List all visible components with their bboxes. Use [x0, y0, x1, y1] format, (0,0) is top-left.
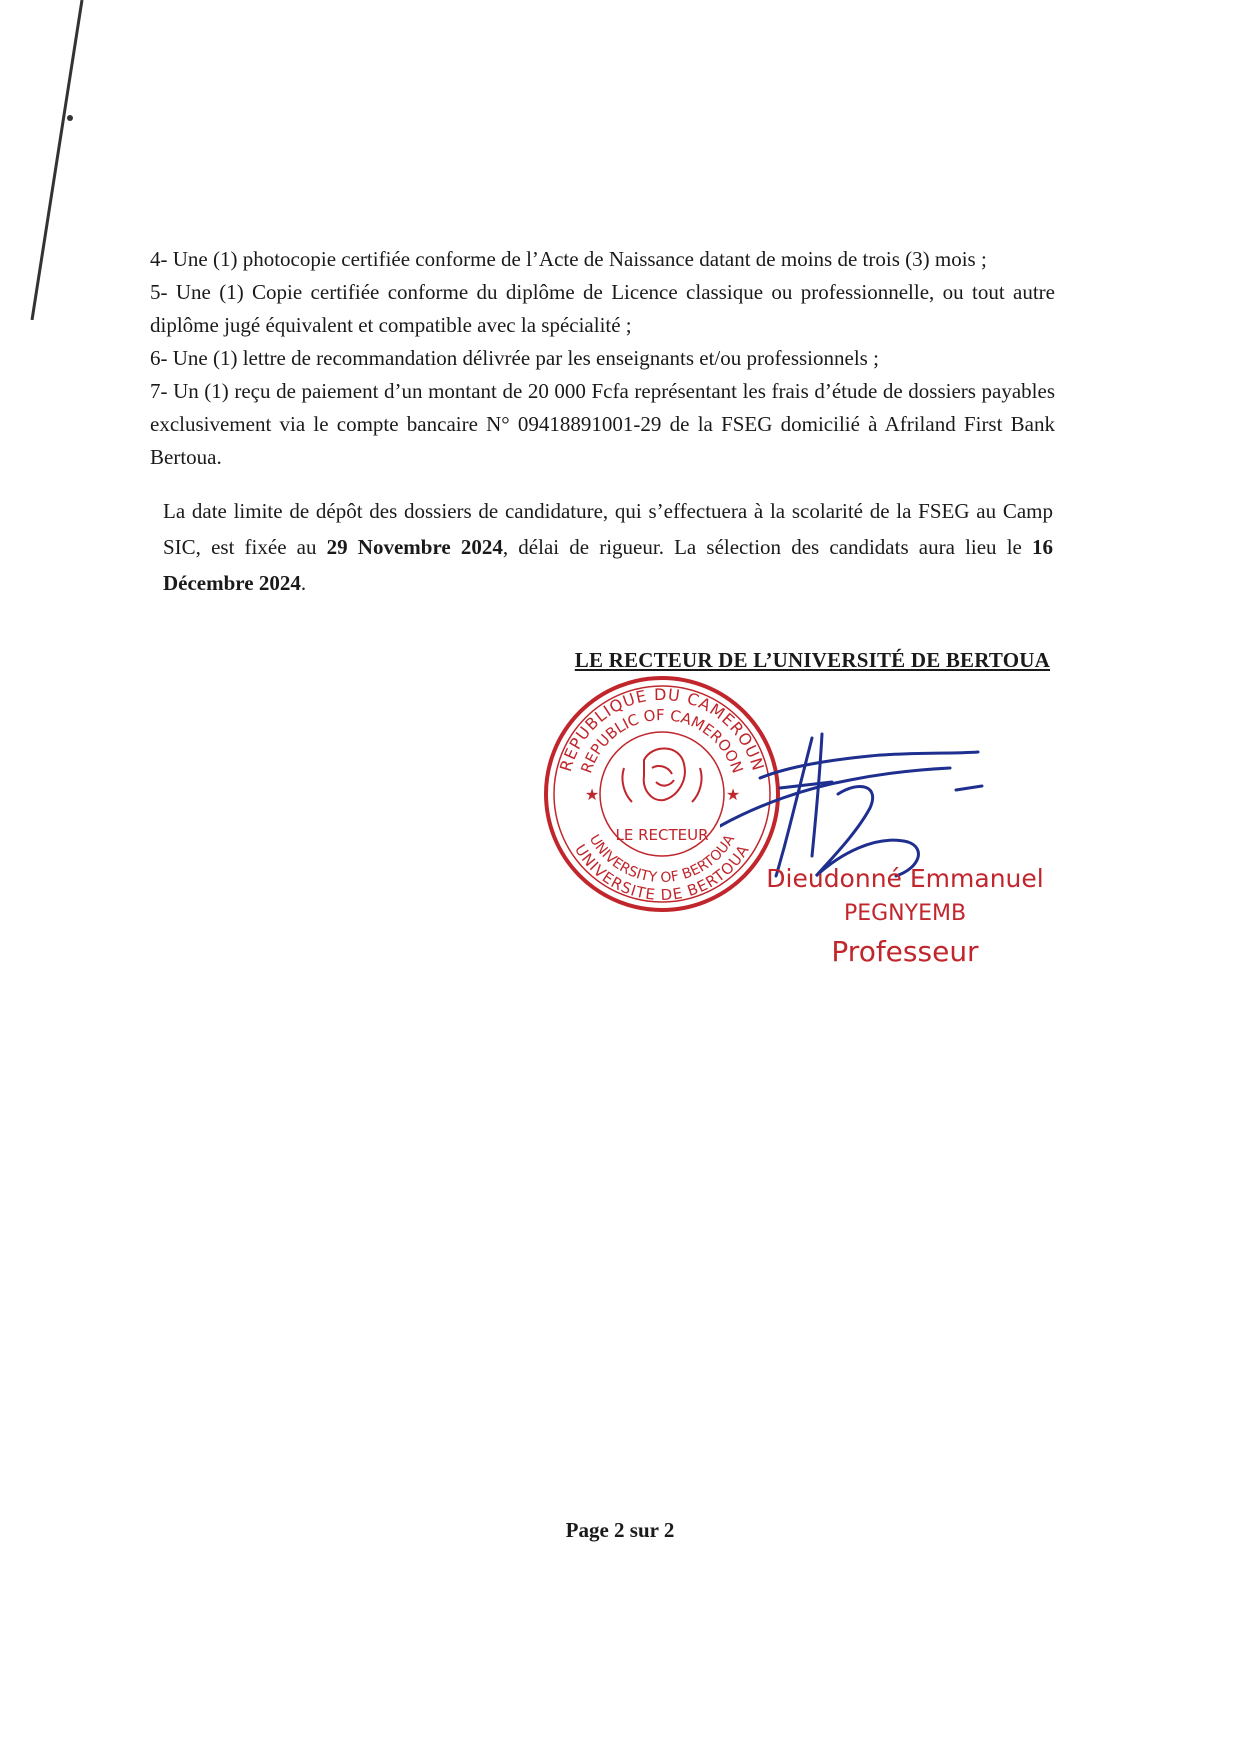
- page-label: Page: [565, 1518, 615, 1542]
- deadline-text: , délai de rigueur. La sélection des candidats aura lieu le: [502, 535, 1033, 559]
- seal-role-text: LE RECTEUR: [615, 826, 709, 844]
- requirement-item: 4- Une (1) photocopie certifiée conforme de l’Acte de Naissance datant de moins de trois (3) mois ;: [150, 247, 987, 271]
- requirement-item: 5- Une (1) Copie certifiée conforme du diplôme de Licence classique ou professionnelle, ou tout autre diplôme jugé équivalent et compatible avec la spécialité ;: [150, 280, 1055, 337]
- seal-inner-bottom-text: UNIVERSITY OF BERTOUA: [585, 832, 739, 887]
- star-icon: ★: [584, 787, 600, 804]
- signer-rank: Professeur: [831, 935, 979, 968]
- scan-edge-mark: [22, 0, 92, 320]
- page-total: 2: [663, 1518, 675, 1542]
- page-current: 2: [614, 1518, 625, 1542]
- signatory-title: LE RECTEUR DE L’UNIVERSITÉ DE BERTOUA: [574, 648, 1050, 672]
- deadline-text: .: [300, 571, 307, 595]
- seal-outer-bottom-text: UNIVERSITE DE BERTOUA: [571, 841, 753, 905]
- seal-inner-top-text: REPUBLIC OF CAMEROON: [577, 705, 747, 776]
- signer-name: Dieudonné Emmanuel: [766, 864, 1044, 893]
- deadline-text: La date limite de dépôt des dossiers de candidature, qui s’effectuera à la scolarité de la FSEG au Camp SIC, est fixée au: [163, 499, 1053, 559]
- seal-emblem-icon: [622, 748, 701, 802]
- seal-outer-top-text: REPUBLIQUE DU CAMEROUN: [555, 684, 769, 774]
- requirements-list: [150, 243, 1055, 474]
- deadline-paragraph: [163, 493, 1053, 601]
- signer-surname: PEGNYEMB: [843, 901, 967, 926]
- star-icon: ★: [725, 787, 741, 804]
- page-number: [0, 1518, 1240, 1543]
- signer-block: [740, 862, 1070, 972]
- requirement-item: 7- Un (1) reçu de paiement d’un montant de 20 000 Fcfa représentant les frais d’étude de dossiers payables exclusivement via le compte bancaire N° 09418891001-29 de la FSEG domicilié à Afriland First Bank Bertoua.: [150, 379, 1055, 469]
- deadline-date: 29 Novembre 2024: [326, 535, 503, 559]
- requirement-item: 6- Une (1) lettre de recommandation délivrée par les enseignants et/ou professionnels ;: [150, 346, 879, 370]
- page-separator: sur: [624, 1518, 664, 1542]
- selection-date: 16 Décembre 2024: [163, 535, 1054, 595]
